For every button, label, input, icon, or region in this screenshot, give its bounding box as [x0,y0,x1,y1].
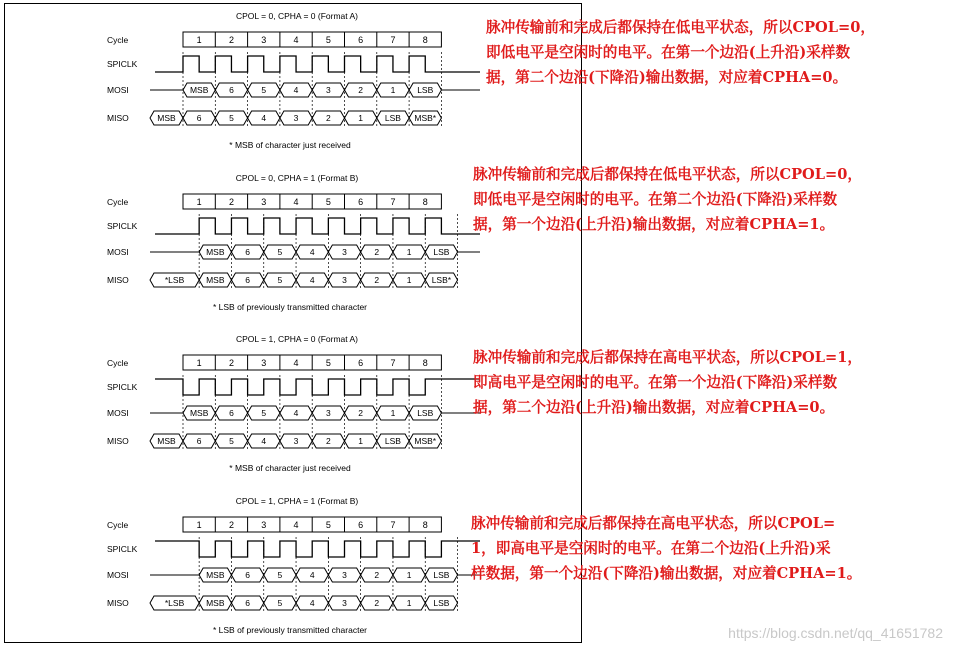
diagram-1-cycle-number: 5 [325,35,331,45]
diagram-4-cycle-number: 5 [325,520,331,530]
diagram-2-mosi-bit: LSB [433,247,450,257]
diagram-4-row-label-cycle: Cycle [107,520,129,530]
diagram-2-mosi-bit: 4 [309,247,315,257]
diagram-2-mosi-bit: 2 [374,247,380,257]
diagram-3-cycle-number: 4 [293,358,299,368]
diagram-4-cycle-number: 6 [358,520,364,530]
diagram-3-miso-bit: 5 [229,436,234,446]
diagram-3-mosi-bit: MSB [189,408,209,418]
diagram-3-miso-bit: 2 [325,436,331,446]
diagram-2-title: CPOL = 0, CPHA = 1 (Format B) [235,173,359,183]
diagram-1-mosi-bit: 4 [293,85,299,95]
diagram-1-miso-bit: MSB [157,113,176,123]
diagram-4-title: CPOL = 1, CPHA = 1 (Format B) [235,496,359,506]
diagram-1-cycle-number: 2 [228,35,234,45]
diagram-3-mosi-bit: 5 [261,408,267,418]
diagram-3-spiclk-wave [155,379,480,395]
diagram-1-cycle-number: 6 [358,35,364,45]
diagram-4-footnote: * LSB of previously transmitted character [212,625,368,635]
diagram-3-mosi-bit: 4 [293,408,299,418]
diagram-4-spiclk-wave [155,541,480,557]
diagram-4-miso-bit: 3 [342,598,347,608]
diagram-3-cycle-number: 8 [422,358,428,368]
diagram-3-mosi-bit: 1 [390,408,396,418]
diagram-1-cycle-number: 8 [422,35,428,45]
diagram-2-cycle-number: 3 [261,197,267,207]
diagram-3-row-label-miso: MISO [107,436,129,446]
diagram-4-mosi-bit: 3 [342,570,347,580]
diagram-1-mosi-bit: LSB [417,85,434,95]
diagram-3-row-label-mosi: MOSI [107,408,129,418]
diagram-1-footnote: * MSB of character just received [229,140,351,150]
diagram-4-miso-bit: 5 [277,598,283,608]
diagram-2-row-label-cycle: Cycle [107,197,129,207]
diagram-2-footnote: * LSB of previously transmitted character [212,302,368,312]
diagram-3-mosi-bit: 3 [325,408,331,418]
diagram-3-cycle-number: 5 [325,358,331,368]
diagram-2-miso-bit: 1 [406,275,412,285]
note-format-1: 脉冲传输前和完成后都保持在低电平状态，所以CPOL=0， 即低电平是空闲时的电平。在第一个边沿(上升沿)采样数 据，第二个边沿(下降沿)输出数据，对应着CPHA=0。 [486,19,876,86]
diagram-2-miso-bit: 5 [277,275,283,285]
diagram-2-miso-bit: 2 [374,275,380,285]
note-format-4: 脉冲传输前和完成后都保持在高电平状态，所以CPOL= 1，即高电平是空闲时的电平。在第二个边沿(上升沿)采 样数据，第一个边沿(下降沿)输出数据，对应着CPHA=1。 [471,515,862,582]
diagram-2-cycle-number: 8 [422,197,428,207]
diagram-1-row-label-spiclk: SPICLK [107,59,138,69]
diagram-1-mosi-bit: 6 [229,85,234,95]
diagram-4-miso-bit: 4 [309,598,315,608]
diagram-4-row-label-mosi: MOSI [107,570,129,580]
diagram-1-title: CPOL = 0, CPHA = 0 (Format A) [235,11,359,21]
diagram-3-miso-bit: MSB [157,436,176,446]
diagram-2-mosi-bit: 6 [245,247,250,257]
diagram-3-miso-bit: 3 [293,436,299,446]
diagram-3-row-label-cycle: Cycle [107,358,129,368]
diagram-1-row-label-mosi: MOSI [107,85,129,95]
diagram-2-mosi-bit: 3 [342,247,347,257]
diagram-4-mosi-bit: 5 [277,570,283,580]
diagram-2-miso-bit: 4 [309,275,315,285]
diagram-4-mosi-bit: MSB [206,570,225,580]
diagram-4-miso-bit: MSB [206,598,225,608]
diagram-4-mosi-bit: 1 [406,570,412,580]
diagram-1-cycle-number: 3 [261,35,267,45]
diagram-3-footnote: * MSB of character just received [229,463,351,473]
diagram-1-miso-bit: 3 [293,113,299,123]
diagram-2-row-label-miso: MISO [107,275,129,285]
diagram-2-mosi-bit: MSB [206,247,225,257]
diagram-4-cycle-number: 2 [228,520,234,530]
diagram-1-miso-bit: 5 [229,113,234,123]
note-format-3: 脉冲传输前和完成后都保持在高电平状态，所以CPOL=1， 即高电平是空闲时的电平。在第一个边沿(下降沿)采样数 据，第二个边沿(上升沿)输出数据，对应着CPHA=0。 [473,349,863,416]
diagram-3-cycle-number: 3 [261,358,267,368]
diagram-3-row-label-spiclk: SPICLK [107,382,138,392]
diagram-1-miso-bit: 1 [358,113,364,123]
diagram-4-cycle-number: 8 [422,520,428,530]
diagram-2-cycle-number: 4 [293,197,299,207]
diagram-4-cycle-number: 1 [196,520,202,530]
diagram-2-miso-bit: 6 [245,275,250,285]
diagram-3-title: CPOL = 1, CPHA = 0 (Format A) [235,334,359,344]
diagram-4-mosi-bit: 6 [245,570,250,580]
diagram-4-miso-bit: 1 [406,598,412,608]
diagram-1-miso-bit: 6 [196,113,202,123]
diagram-1-mosi-bit: MSB [189,85,209,95]
diagram-2-miso-bit: LSB* [431,275,452,285]
diagram-3-cycle-number: 6 [358,358,364,368]
diagram-1-cycle-number: 1 [196,35,202,45]
diagram-1-spiclk-wave [155,56,480,72]
diagram-3-mosi-bit: 6 [229,408,234,418]
diagram-1-row-label-miso: MISO [107,113,129,123]
diagram-3-cycle-number: 1 [196,358,202,368]
diagram-4-cycle-number: 7 [390,520,396,530]
diagram-2-cycle-number: 5 [325,197,331,207]
diagram-4-cycle-number: 3 [261,520,267,530]
diagram-3-miso-bit: 4 [261,436,267,446]
watermark: https://blog.csdn.net/qq_41651782 [728,625,943,641]
diagram-1-miso-bit: LSB [384,113,401,123]
diagram-4-miso-bit: 2 [374,598,380,608]
diagram-2-miso-bit: *LSB [164,275,185,285]
diagram-4-miso-bit: *LSB [164,598,185,608]
diagram-2-cycle-number: 2 [228,197,234,207]
diagram-4-mosi-bit: LSB [433,570,450,580]
diagram-3-cycle-number: 2 [228,358,234,368]
diagram-2-mosi-bit: 1 [406,247,412,257]
diagram-3-miso-bit: 6 [196,436,202,446]
diagram-4-miso-bit: LSB [433,598,450,608]
diagram-1-miso-bit: 2 [325,113,331,123]
diagram-4-row-label-miso: MISO [107,598,129,608]
diagram-4-mosi-bit: 2 [374,570,380,580]
diagram-2-row-label-mosi: MOSI [107,247,129,257]
diagram-3-miso-bit: 1 [358,436,364,446]
diagram-2-cycle-number: 1 [196,197,202,207]
diagram-1-row-label-cycle: Cycle [107,35,129,45]
diagram-2-miso-bit: 3 [342,275,347,285]
diagram-2-cycle-number: 7 [390,197,396,207]
diagram-4-cycle-number: 4 [293,520,299,530]
diagram-2-mosi-bit: 5 [277,247,283,257]
diagram-2-row-label-spiclk: SPICLK [107,221,138,231]
diagram-1-mosi-bit: 1 [390,85,396,95]
diagram-4-mosi-bit: 4 [309,570,315,580]
diagram-2-cycle-number: 6 [358,197,364,207]
diagram-1-mosi-bit: 2 [358,85,364,95]
diagram-2-spiclk-wave [155,218,480,234]
diagram-3-cycle-number: 7 [390,358,396,368]
note-format-2: 脉冲传输前和完成后都保持在低电平状态，所以CPOL=0， 即低电平是空闲时的电平。在第二个边沿(下降沿)采样数 据，第一个边沿(上升沿)输出数据，对应着CPHA=1。 [473,166,863,233]
diagram-1-miso-bit: 4 [261,113,267,123]
diagram-2-miso-bit: MSB [206,275,225,285]
diagram-1-cycle-number: 7 [390,35,396,45]
diagram-4-miso-bit: 6 [245,598,250,608]
diagram-3-mosi-bit: 2 [358,408,364,418]
diagram-3-miso-bit: MSB* [414,436,437,446]
diagram-3-miso-bit: LSB [384,436,401,446]
diagram-1-miso-bit: MSB* [414,113,437,123]
diagram-1-mosi-bit: 3 [325,85,331,95]
diagram-1-mosi-bit: 5 [261,85,267,95]
diagram-3-mosi-bit: LSB [417,408,434,418]
diagram-1-cycle-number: 4 [293,35,299,45]
diagram-4-row-label-spiclk: SPICLK [107,544,138,554]
